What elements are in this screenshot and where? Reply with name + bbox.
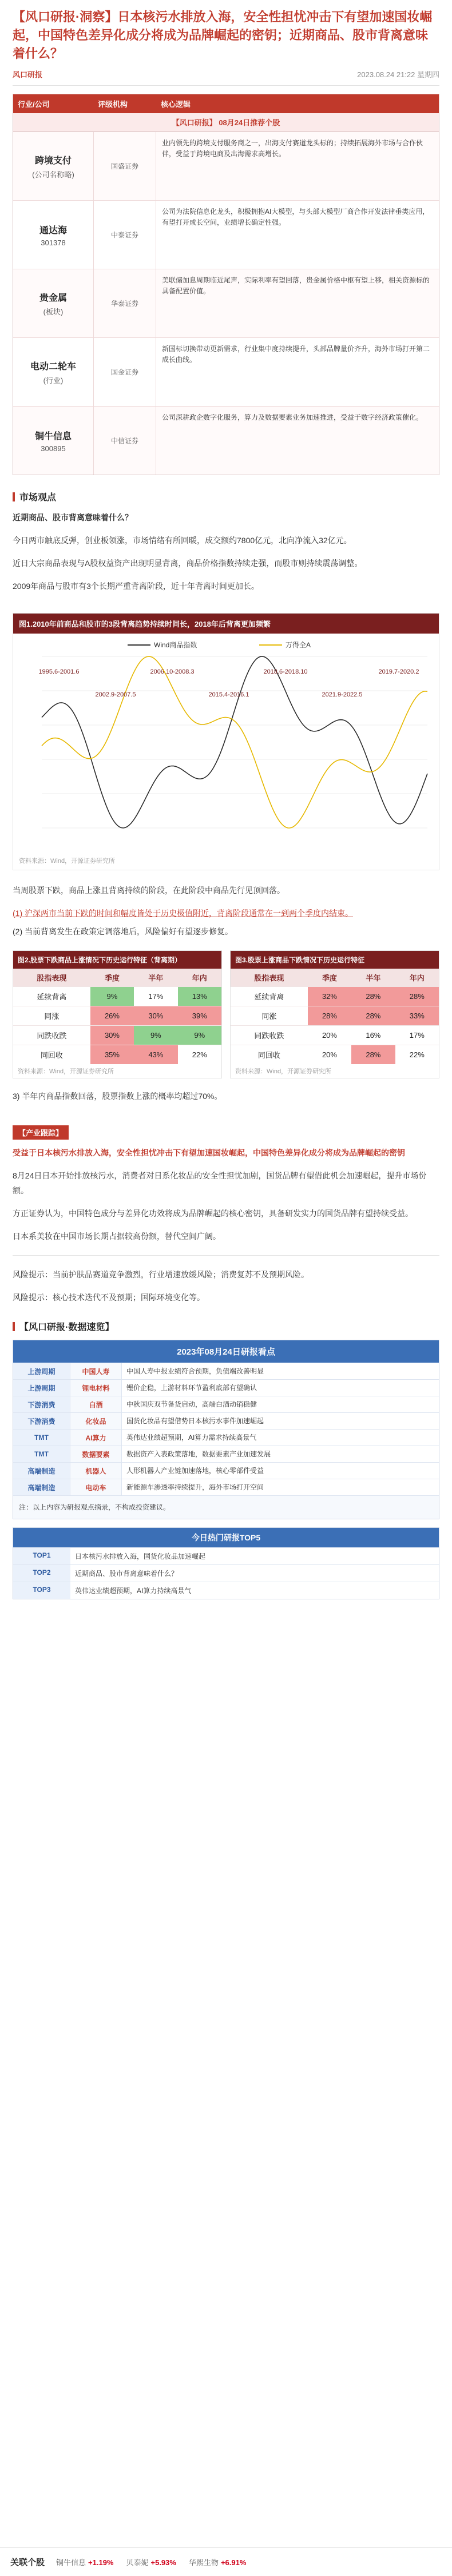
company-code: (行业): [43, 376, 64, 385]
divider: [13, 1255, 439, 1256]
mini-table-cell: 同回收: [13, 1045, 90, 1065]
related-stocks-title: 关联个股: [10, 2558, 45, 2567]
mini-table-cell: 13%: [178, 987, 221, 1006]
mini-table-cell: 9%: [90, 987, 134, 1006]
logic-cell: 新国标切换带动更新需求，行业集中度持续提升，头部品牌量价齐升，海外市场打开第二成长曲线。: [162, 345, 430, 364]
mini-table-cell: 22%: [178, 1045, 221, 1065]
stock-change: +6.91%: [220, 2558, 247, 2567]
chart-annotation: 1995.6-2001.6: [38, 668, 80, 675]
mini-table-title: 图3.股票上涨商品下跌情况下历史运行特征: [231, 951, 439, 969]
chart-annotation: 2018.6-2018.10: [263, 668, 308, 675]
divider: [13, 85, 439, 86]
mini-table-cell: 22%: [395, 1045, 439, 1065]
mini-table-cell: 同跌收跌: [13, 1026, 90, 1045]
mini-table-cell: 9%: [178, 1026, 221, 1045]
research-category: 上游周期: [13, 1363, 70, 1379]
stock-name: 铜牛信息: [56, 2558, 86, 2567]
mini-table-cell: 延续背离: [231, 987, 308, 1006]
mini-table-grid: [231, 969, 439, 1064]
mini-table-cell: 28%: [308, 1006, 351, 1026]
mini-tables: [13, 950, 439, 1078]
chart-annotation: 2021.9-2022.5: [322, 691, 363, 698]
company-code: (公司名称略): [32, 170, 74, 179]
company-code: (板块): [43, 307, 64, 316]
insight-paragraph-2: 方正证券认为，中国特色成分与差异化功效将成为品牌崛起的核心密钥，具备研发实力的国货品牌有望持续受益。: [13, 1209, 413, 1218]
research-category: 下游消费: [13, 1396, 70, 1412]
mini-table-cell: 43%: [134, 1045, 177, 1065]
research-subject: 数据要素: [70, 1446, 122, 1462]
mini-table-source: 资料来源：Wind，开源证券研究所: [235, 1068, 332, 1075]
research-text: 数据资产入表政策落地，数据要素产业加速发展: [126, 1450, 271, 1458]
related-stock[interactable]: [56, 2557, 113, 2567]
market-section: [0, 490, 452, 594]
mini-table-row: [13, 1006, 221, 1026]
mini-table-cell: 同回收: [231, 1045, 308, 1065]
publish-datetime: 2023.08.24 21:22 星期四: [357, 70, 439, 79]
mini-table-row: [231, 1045, 439, 1065]
mini-table-cell: 28%: [351, 1006, 395, 1026]
top5-title: 今日热门研报TOP5: [13, 1528, 439, 1547]
header-agency: 评级机构: [98, 100, 128, 109]
research-section-label: [13, 1320, 439, 1333]
research-category: TMT: [13, 1430, 70, 1446]
mini-table-cell: 35%: [90, 1045, 134, 1065]
research-row[interactable]: [13, 1379, 439, 1396]
mini-table-header: 半年: [134, 969, 177, 987]
logic-cell: 业内领先的跨境支付服务商之一，出海支付赛道龙头标的；持续拓展海外市场与合作伙伴，受益于跨境电商及出海需求高增长。: [162, 139, 423, 158]
risk-paragraph-2: 风险提示：核心技术迭代不及预期；国际环境变化等。: [13, 1293, 205, 1302]
analysis-item-1: (1) 沪深两市当前下跌的时间和幅度皆处于历史极值附近，背离阶段通常在一到两个季度内结束。: [13, 909, 353, 918]
title-bar-icon: [13, 1322, 15, 1331]
research-row[interactable]: [13, 1446, 439, 1462]
risk-paragraph-1: 风险提示：当前护肤品赛道竞争激烈，行业增速放缓风险；消费复苏不及预期风险。: [13, 1270, 309, 1279]
company-row[interactable]: [13, 406, 439, 475]
company-cell: [13, 407, 93, 475]
research-row[interactable]: [13, 1479, 439, 1495]
chart-title: 图1.2010年前商品和股市的3段背离趋势持续时间长，2018年后背离更加频繁: [13, 614, 439, 634]
research-row[interactable]: [13, 1412, 439, 1429]
research-text: 人形机器人产业链加速落地，核心零部件受益: [126, 1467, 264, 1475]
article-meta: [0, 66, 452, 85]
mini-table-header: 股指表现: [231, 969, 308, 987]
research-category: TMT: [13, 1446, 70, 1462]
mini-table-row: [231, 987, 439, 1006]
related-stocks-bar: [0, 2547, 452, 2576]
top5-text: 近期商品、股市背离意味着什么？: [75, 1570, 179, 1578]
research-row[interactable]: [13, 1462, 439, 1479]
mini-table-cell: 32%: [308, 987, 351, 1006]
related-stock[interactable]: [126, 2557, 176, 2567]
stock-change: +5.93%: [150, 2558, 176, 2567]
research-table: [13, 1340, 439, 1519]
insight-paragraph-3: 日本系美妆在中国市场长期占据较高份额，替代空间广阔。: [13, 1232, 221, 1241]
market-paragraph-1: 今日两市触底反弹，创业板领涨，市场情绪有所回暖，成交额约7800亿元，北向净流入32亿元。: [13, 536, 352, 545]
analysis-paragraph-2: 3) 半年内商品指数回落，股票指数上涨的概率均超过70%。: [13, 1092, 223, 1101]
header-company: 行业/公司: [18, 100, 50, 109]
research-label-text: 【风口研报·数据速览】: [19, 1323, 114, 1332]
agency-cell: 华泰证券: [93, 269, 156, 337]
research-category: 高端制造: [13, 1463, 70, 1479]
research-text: 中国人寿中报业绩符合预期，负债端改善明显: [126, 1367, 264, 1375]
research-subject: 电动车: [70, 1479, 122, 1495]
company-name: 通达海: [39, 225, 67, 236]
stock-name: 贝泰妮: [126, 2558, 149, 2567]
mini-table-cell: 20%: [308, 1045, 351, 1065]
mini-table-row: [231, 1026, 439, 1045]
stock-change: +1.19%: [88, 2558, 114, 2567]
market-paragraph-3: 2009年商品与股市有3个长期严重背离阶段，近十年背离时间更加长。: [13, 582, 259, 591]
mini-table-cell: 20%: [308, 1026, 351, 1045]
research-table-title: 2023年08月24日研报看点: [13, 1340, 439, 1363]
mini-table-source: 资料来源：Wind，开源证券研究所: [18, 1068, 114, 1075]
mini-table-row: [13, 1026, 221, 1045]
chart-annotation: 2015.4-2016.1: [208, 691, 249, 698]
research-text: 新能源车渗透率持续提升，海外市场打开空间: [126, 1483, 264, 1491]
research-text: 中秋国庆双节备货启动，高端白酒动销稳健: [126, 1400, 257, 1408]
research-text: 英伟达业绩超预期，AI算力需求持续高景气: [126, 1434, 257, 1442]
company-code: 300895: [41, 444, 66, 453]
analysis-section: [0, 883, 452, 939]
company-table-header: [13, 94, 439, 113]
company-name: 电动二轮车: [30, 361, 76, 372]
mini-table-title: 图2.股票下跌商品上涨情况下历史运行特征（背离期）: [13, 951, 221, 969]
mini-table-row: [13, 987, 221, 1006]
company-table-caption: 【风口研报】 08月24日推荐个股: [13, 113, 439, 132]
mini-table-cell: 延续背离: [13, 987, 90, 1006]
insight-paragraph-1: 8月24日日本开始排放核污水，消费者对日系化妆品的安全性担忧加剧，国货品牌有望借此机会加速崛起，提升市场份额。: [13, 1171, 427, 1195]
mini-table-cell: 30%: [90, 1026, 134, 1045]
section-title: [13, 490, 439, 503]
chart-background: [13, 634, 439, 851]
insight-tag: 【产业跟踪】: [13, 1125, 69, 1140]
company-row[interactable]: [13, 269, 439, 337]
mini-table-row: [13, 1045, 221, 1065]
analysis-paragraph-1: 当周股票下跌，商品上涨且背离持续的阶段，在此阶段中商品先行见顶回落。: [13, 886, 285, 895]
company-name: 贵金属: [39, 293, 67, 303]
mini-table-header: 年内: [395, 969, 439, 987]
company-table: [13, 94, 439, 475]
market-subtitle: 近期商品、股市背离意味着什么？: [13, 513, 133, 522]
agency-cell: 中信证券: [93, 407, 156, 475]
research-row[interactable]: [13, 1363, 439, 1379]
research-table-foot: 注：以上内容为研报观点摘录，不构成投资建议。: [13, 1495, 439, 1519]
mini-table-cell: 28%: [351, 987, 395, 1006]
research-subject: 中国人寿: [70, 1363, 122, 1379]
company-row[interactable]: [13, 200, 439, 269]
research-subject: AI算力: [70, 1430, 122, 1446]
research-text: 国货化妆品有望借势日本核污水事件加速崛起: [126, 1417, 264, 1425]
chart-canvas: [13, 634, 439, 851]
mini-table-cell: 28%: [351, 1045, 395, 1065]
mini-table-header: 季度: [90, 969, 134, 987]
mini-table-cell: 39%: [178, 1006, 221, 1026]
research-subject: 锂电材料: [70, 1380, 122, 1396]
mini-table-header: 半年: [351, 969, 395, 987]
company-name: 铜牛信息: [34, 431, 72, 441]
research-text: 锂价企稳，上游材料环节盈利底部有望确认: [126, 1384, 257, 1392]
research-category: 上游周期: [13, 1380, 70, 1396]
agency-cell: 中泰证券: [93, 201, 156, 269]
logic-cell: 公司为法院信息化龙头，积极拥抱AI大模型，与头部大模型厂商合作开发法律垂类应用，有望打开成长空间，业绩增长确定性强。: [162, 208, 430, 226]
related-stock[interactable]: [189, 2557, 246, 2567]
agency-cell: 国盛证券: [93, 132, 156, 200]
mini-table-header: 股指表现: [13, 969, 90, 987]
chart-annotation: 2006.10-2008.3: [150, 668, 195, 675]
market-paragraph-2: 近日大宗商品表现与A股权益资产出现明显背离，商品价格指数持续走强，而股市则持续震荡调整。: [13, 559, 363, 568]
mini-table-cell: 33%: [395, 1006, 439, 1026]
section-title-text: 市场观点: [19, 493, 57, 503]
mini-table-row: [231, 1006, 439, 1026]
brand-label[interactable]: 风口研报: [13, 70, 43, 79]
research-subject: 白酒: [70, 1396, 122, 1412]
mini-table-cell: 17%: [395, 1026, 439, 1045]
divergence-chart: [13, 613, 439, 870]
top5-row[interactable]: [13, 1547, 439, 1564]
top5-rank: TOP1: [13, 1548, 70, 1564]
research-row[interactable]: [13, 1429, 439, 1446]
mini-table-cell: 9%: [134, 1026, 177, 1045]
analysis-list: [13, 906, 439, 939]
agency-cell: 国金证券: [93, 338, 156, 406]
logic-cell: 美联储加息周期临近尾声，实际利率有望回落，贵金属价格中枢有望上移，相关资源标的具备配置价值。: [162, 276, 430, 295]
research-subject: 化妆品: [70, 1413, 122, 1429]
title-bar-icon: [13, 492, 15, 501]
legend-label: 万得全A: [286, 641, 311, 649]
stock-name: 华熙生物: [188, 2558, 219, 2567]
top5-row[interactable]: [13, 1582, 439, 1599]
mini-table-cell: 30%: [134, 1006, 177, 1026]
top5-text: 英伟达业绩超预期，AI算力持续高景气: [75, 1587, 192, 1595]
top5-table: [13, 1527, 439, 1599]
chart-source: 资料来源：Wind，开源证券研究所: [19, 858, 116, 865]
company-row[interactable]: [13, 132, 439, 200]
company-code: 301378: [41, 238, 66, 247]
mini-table-cell: 28%: [395, 987, 439, 1006]
logic-cell: 公司深耕政企数字化服务，算力及数据要素业务加速推进，受益于数字经济政策催化。: [162, 413, 423, 421]
article-title: 【风口研报·洞察】日本核污水排放入海，安全性担忧冲击下有望加速国妆崛起，中国特色差异化成分将成为品牌崛起的密钥；近期商品、股市背离意味着什么？: [13, 10, 433, 61]
analysis-item-2: (2) 当前背离发生在政策定调落地后，风险偏好有望逐步修复。: [13, 927, 233, 936]
company-cell: [13, 269, 93, 337]
research-subject: 机器人: [70, 1463, 122, 1479]
mini-table-cell: 17%: [134, 987, 177, 1006]
company-cell: [13, 201, 93, 269]
analysis-cont: [0, 1089, 452, 1333]
top5-text: 日本核污水排放入海，国货化妆品加速崛起: [75, 1552, 206, 1560]
mini-table-header: 季度: [308, 969, 351, 987]
chart-annotation: 2002.9-2007.5: [95, 691, 136, 698]
mini-table-cell: 同涨: [231, 1006, 308, 1026]
top5-row[interactable]: [13, 1564, 439, 1582]
mini-table-grid: [13, 969, 221, 1064]
research-category: 高端制造: [13, 1479, 70, 1495]
research-category: 下游消费: [13, 1413, 70, 1429]
company-name: 跨境支付: [34, 156, 72, 166]
top5-rank: TOP2: [13, 1565, 70, 1582]
company-row[interactable]: [13, 337, 439, 406]
company-cell: [13, 132, 93, 200]
mini-table-cell: 16%: [351, 1026, 395, 1045]
mini-table: [230, 950, 439, 1078]
header-logic: 核心逻辑: [161, 100, 191, 109]
chart-annotation: 2019.7-2020.2: [378, 668, 419, 675]
research-row[interactable]: [13, 1396, 439, 1412]
company-cell: [13, 338, 93, 406]
mini-table-cell: 同涨: [13, 1006, 90, 1026]
mini-table-cell: 同跌收跌: [231, 1026, 308, 1045]
mini-table-cell: 26%: [90, 1006, 134, 1026]
mini-table: [13, 950, 222, 1078]
insight-lead: 受益于日本核污水排放入海，安全性担忧冲击下有望加速国妆崛起，中国特色差异化成分将成为品牌崛起的密钥: [13, 1148, 405, 1157]
legend-label: Wind商品指数: [154, 641, 197, 649]
mini-table-header: 年内: [178, 969, 221, 987]
top5-rank: TOP3: [13, 1582, 70, 1599]
